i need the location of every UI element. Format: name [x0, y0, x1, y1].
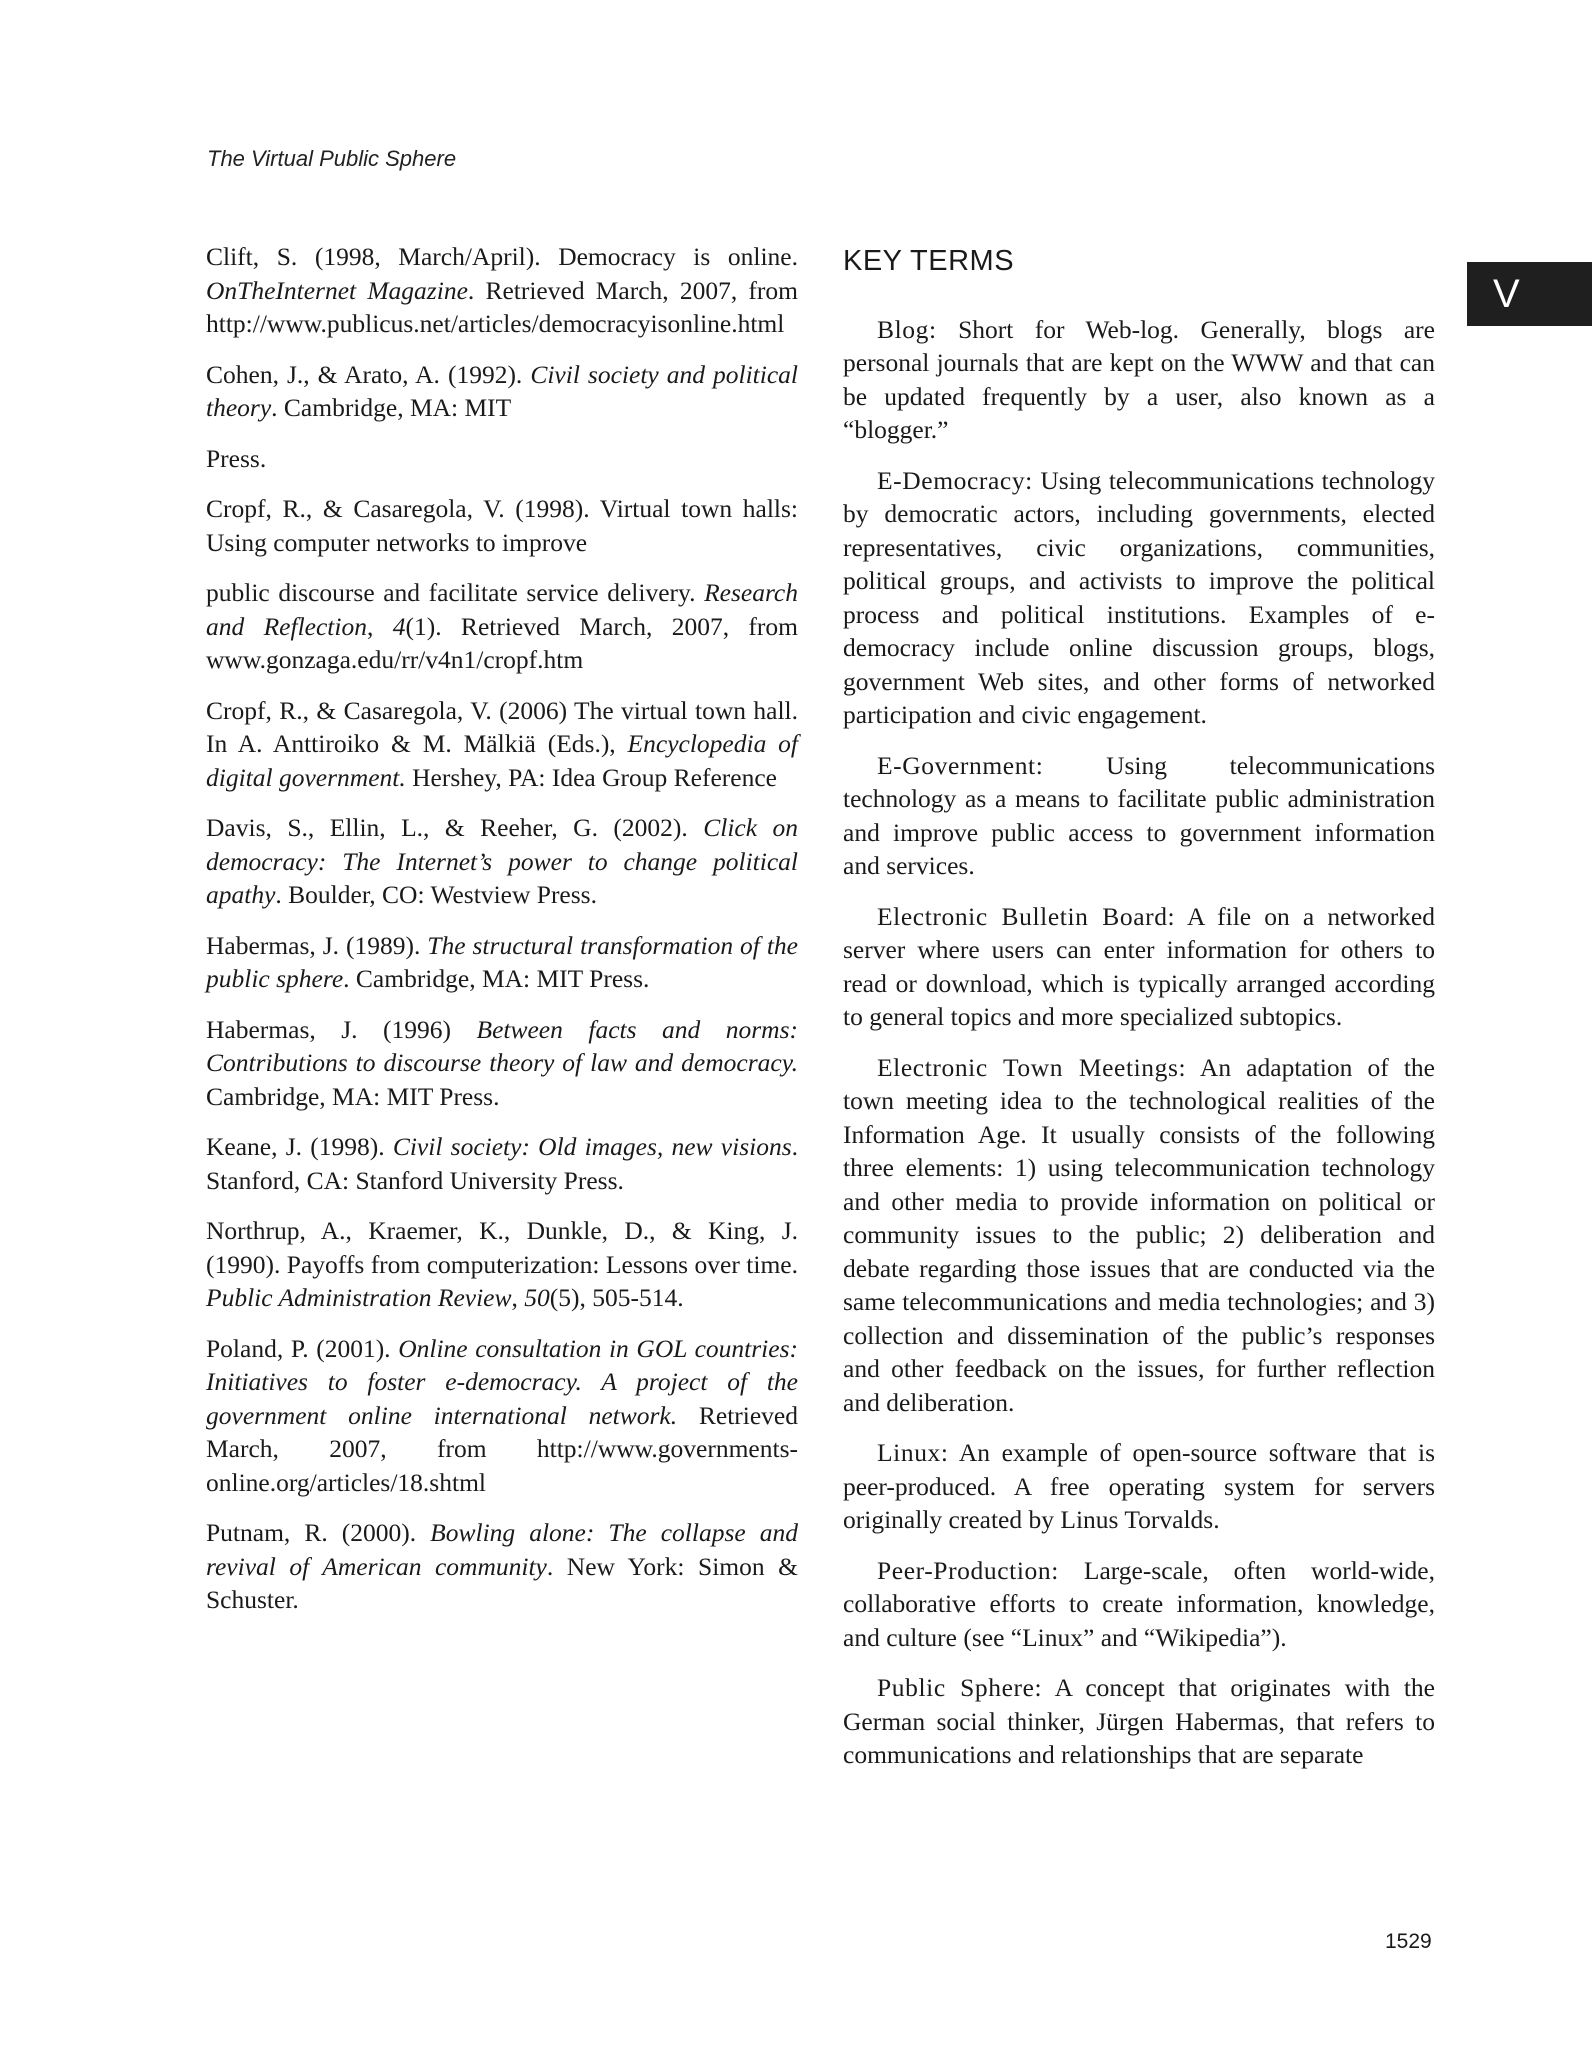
key-term-entry: Electronic Town Meetings: An adaptation of the town meeting idea to the technological realities of the Information Age. It usually consists of the following three elements: 1) using telecommunication technology and other media to provide information on political or community issues to the public; 2) deliberation and debate regarding those issues that are conducted via the same telecommunications and media technologies; and 3) collection and dissemination of the public’s responses and other feedback on the issues, for further reflection and deliberation. [843, 1052, 1435, 1417]
reference-entry: Habermas, J. (1996) Between facts and norms: Contributions to discourse theory of law and democracy. Cambridge, MA: MIT Press. [206, 1014, 799, 1111]
reference-entry: Davis, S., Ellin, L., & Reeher, G. (2002). Click on democracy: The Internet’s power to change political apathy. Boulder, CO: Westview Press. [206, 813, 798, 909]
running-head: The Virtual Public Sphere [207, 146, 457, 171]
key-term-name: Electronic Town Meetings: [877, 1052, 1187, 1082]
reference-entry: Cropf, R., & Casaregola, V. (2006) The virtual town hall. In A. Anttiroiko & M. Mälkiä (Eds.), Encyclopedia of digital government. Hershey, PA: Idea Group Reference [206, 695, 799, 792]
reference-entry: Cohen, J., & Arato, A. (1992). Civil society and political theory. Cambridge, MA: MIT [206, 359, 798, 422]
reference-entry: Press. [206, 443, 267, 473]
reference-entry: Poland, P. (2001). Online consultation in GOL countries: Initiatives to foster e-democracy. A project of the government online international network. Retrieved March, 2007, from http://www.governments-online.org/articles/18.shtml [206, 1333, 798, 1497]
key-term-entry: Electronic Bulletin Board: A file on a networked server where users can enter information for others to read or download, which is typically arranged according to general topics and more specialized subtopics. [843, 901, 1436, 1031]
page-number: 1529 [1385, 1930, 1432, 1953]
key-term-entry: Linux: An example of open-source software that is peer-produced. A free operating system for servers originally created by Linus Torvalds. [843, 1438, 1435, 1534]
reference-entry: Cropf, R., & Casaregola, V. (1998). Virtual town halls: Using computer networks to improve [206, 494, 798, 557]
reference-entry: public discourse and facilitate service delivery. Research and Reflection, 4(1). Retrieved March, 2007, from www.gonzaga.edu/rr/v4n1/cropf.htm [206, 578, 798, 674]
key-term-name: E-Government: [877, 750, 1044, 780]
key-terms-column [843, 240, 1435, 1789]
references-column [206, 240, 798, 1634]
key-term-name: Linux: [877, 1438, 949, 1467]
reference-entry: Habermas, J. (1989). The structural transformation of the public sphere. Cambridge, MA: MIT Press. [206, 930, 799, 993]
key-term-name: Peer-Production: [877, 1555, 1059, 1585]
section-tab: V [1467, 262, 1592, 326]
reference-entry: Keane, J. (1998). Civil society: Old images, new visions. Stanford, CA: Stanford University Press. [206, 1132, 798, 1195]
key-term-entry: Blog: Short for Web-log. Generally, blogs are personal journals that are kept on the WWW and that can be updated frequently by a user, also known as a “blogger.” [843, 314, 1435, 444]
reference-entry: Clift, S. (1998, March/April). Democracy is online. OnTheInternet Magazine. Retrieved March, 2007, from http://www.publicus.net/articles/democracyisonline.html [206, 242, 798, 338]
key-term-name: Electronic Bulletin Board: [877, 901, 1176, 931]
key-term-entry: E-Democracy: Using telecommunications technology by democratic actors, including governments, elected representatives, civic organizations, communities, political groups, and activists to improve the political process and political institutions. Examples of e-democracy include online discussion groups, blogs, government Web sites, and other forms of networked participation and civic engagement. [843, 465, 1435, 729]
key-term-name: E-Democracy: [877, 465, 1033, 495]
key-terms-heading: KEY TERMS [843, 245, 1015, 277]
key-term-entry: Public Sphere: A concept that originates with the German social thinker, Jürgen Habermas, that refers to communications and relationships that are separate [843, 1673, 1435, 1769]
key-term-entry: Peer-Production: Large-scale, often world-wide, collaborative efforts to create information, knowledge, and culture (see “Linux” and “Wikipedia”). [843, 1555, 1435, 1652]
key-term-entry: E-Government: Using telecommunications technology as a means to facilitate public administration and improve public access to government information and services. [843, 750, 1435, 880]
reference-entry: Putnam, R. (2000). Bowling alone: The collapse and revival of American community. New York: Simon & Schuster. [206, 1518, 798, 1614]
key-term-name: Blog: [877, 314, 937, 344]
reference-entry: Northrup, A., Kraemer, K., Dunkle, D., & King, J. (1990). Payoffs from computerization: Lessons over time. Public Administration Review, 50(5), 505-514. [206, 1216, 798, 1312]
key-term-name: Public Sphere: [877, 1673, 1043, 1702]
